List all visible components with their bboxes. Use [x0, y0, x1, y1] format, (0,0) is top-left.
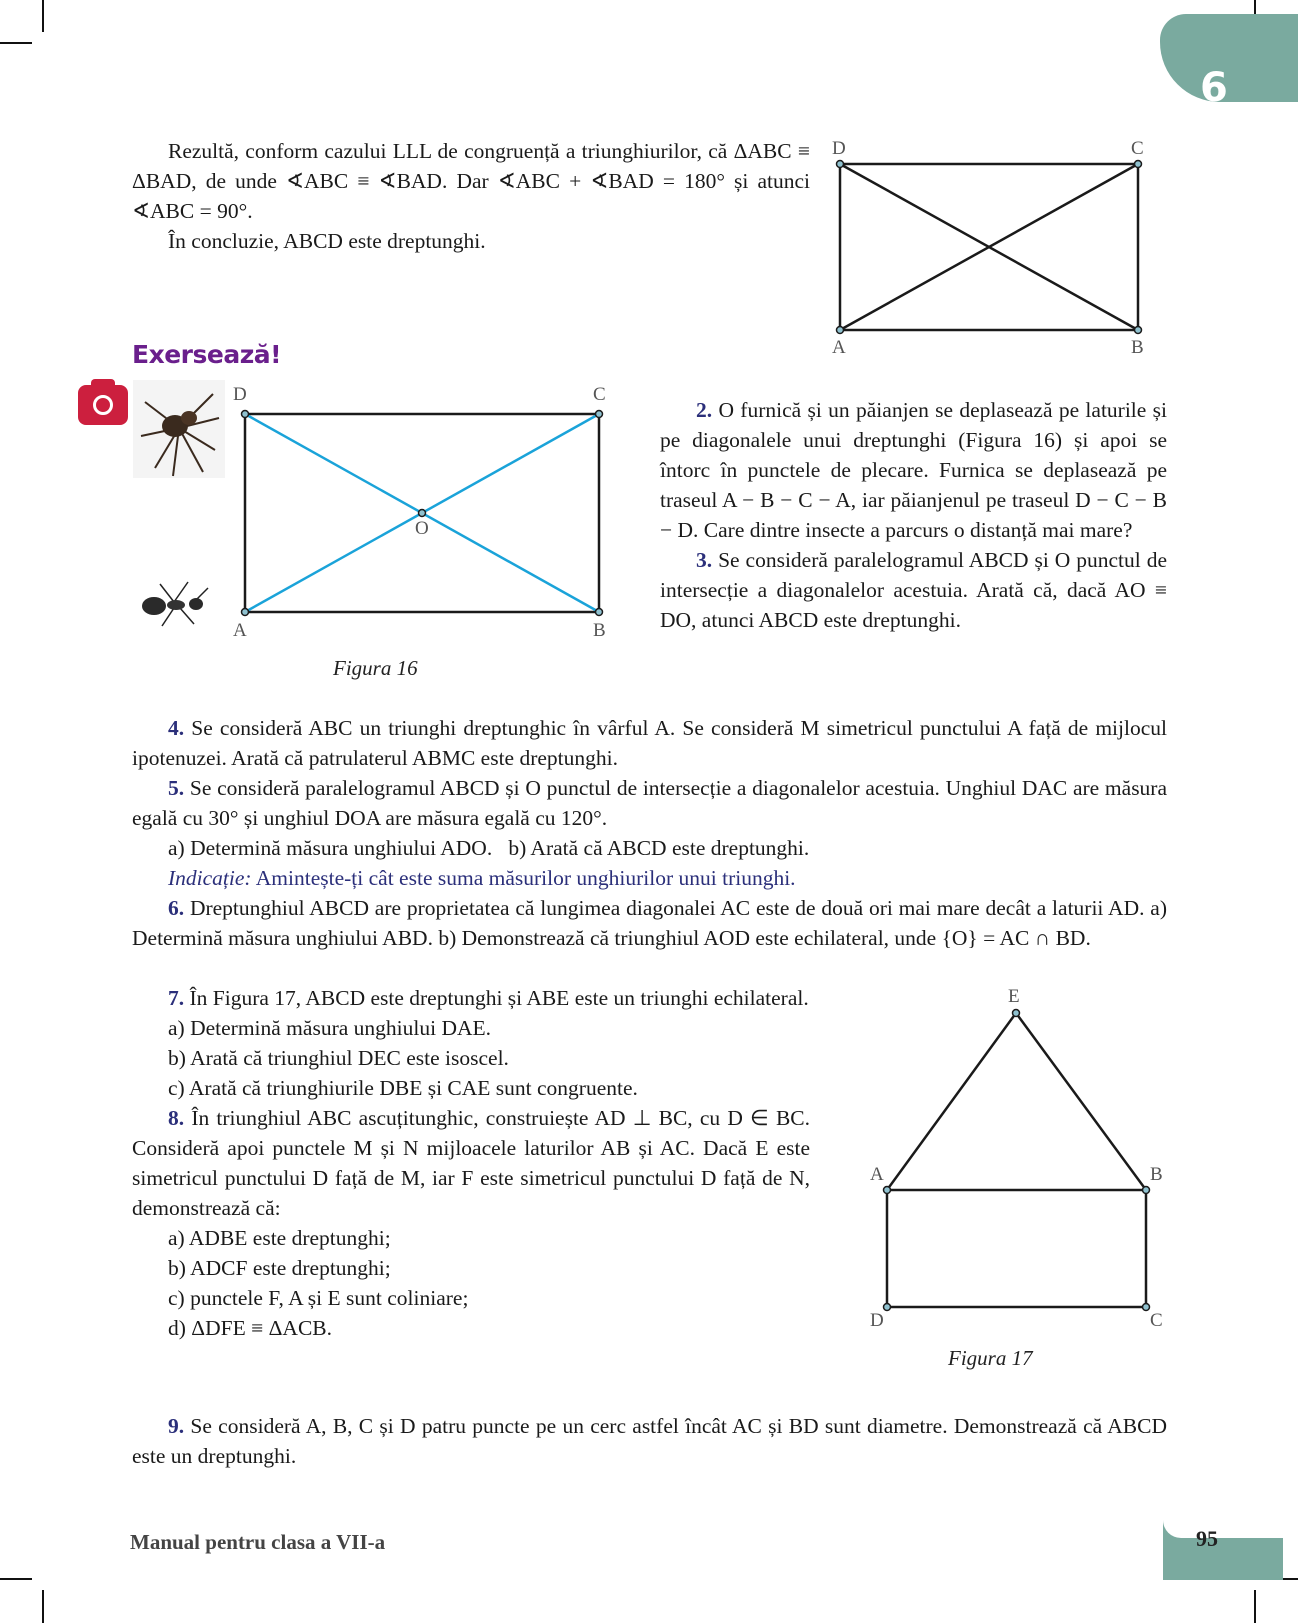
exercise-text: Se consideră paralelogramul ABCD și O punctul de intersecție a diagonalelor acestuia. Arată că, dacă AO ≡ DO, atunci ABCD este dreptunghi.	[660, 548, 1168, 632]
exercise-number: 6.	[168, 896, 185, 920]
exercise-number: 9.	[168, 1414, 185, 1438]
figure-rectangle-diagonals	[830, 140, 1160, 360]
vertex-label-d: D	[832, 138, 846, 159]
exercise-text: Se consideră paralelogramul ABCD și O punctul de intersecție a diagonalelor acestuia. Unghiul DAC are măsura egală cu 30° și unghiul DOA are măsura egală cu 120°.	[132, 776, 1168, 830]
exercise-number: 2.	[696, 398, 713, 422]
exercise-8-item-d: d) ΔDFE ≡ ΔACB.	[168, 1316, 333, 1340]
crop-mark	[0, 1578, 32, 1580]
exercise-text: Dreptunghiul ABCD are proprietatea că lungimea diagonalei AC este de două ori mai mare decât a laturii AD. a) Determină măsura unghiului ABD. b) Demonstrează că triunghiul AOD este echilateral, unde {O} = AC ∩ BD.	[132, 896, 1167, 950]
figure-17	[880, 1010, 1160, 1320]
exercise-text: O furnică și un păianjen se deplasează pe laturile și pe diagonalele unui dreptunghi (Figura 16) și apoi se întorc în punctele de plecare. Furnica se deplasează pe traseul A − B − C − A, iar păianjenul pe traseul D − C − B − D. Care dintre insecte a parcurs o distanță mai mare?	[660, 398, 1167, 542]
exercise-7-item-c: c) Arată că triunghiurile DBE și CAE sunt congruente.	[168, 1076, 638, 1100]
crop-mark	[1254, 1590, 1256, 1623]
exercise-number: 5.	[168, 776, 185, 800]
fig17-label-b: B	[1150, 1164, 1163, 1185]
crop-mark	[42, 0, 44, 32]
vertex-label-b: B	[1131, 337, 1144, 358]
page-tab	[1163, 1520, 1283, 1580]
fig17-label-c: C	[1150, 1310, 1163, 1331]
fig17-label-e: E	[1008, 986, 1020, 1007]
intro-conclusion: În concluzie, ABCD este dreptunghi.	[168, 229, 486, 253]
vertex-label-a: A	[832, 337, 846, 358]
fig17-label-a: A	[870, 1164, 884, 1185]
intro-paragraph	[132, 136, 810, 256]
vertex-label-c: C	[1131, 138, 1144, 159]
exercise-5-subitems: a) Determină măsura unghiului ADO. b) Arată că ABCD este dreptunghi.	[168, 836, 810, 860]
exercise-9	[132, 1411, 1167, 1471]
exercises-4-6	[132, 713, 1167, 953]
fig16-label-o: O	[415, 518, 429, 539]
intro-text: Rezultă, conform cazului LLL de congruență a triunghiurilor, că ΔABC ≡ ΔBAD, de unde ∢ABC ≡ ∢BAD. Dar ∢ABC + ∢BAD = 180° și atunci ∢ABC = 90°.	[132, 139, 810, 223]
fig16-label-a: A	[233, 620, 247, 641]
hint-label: Indicație:	[168, 866, 252, 890]
page-number: 95	[1196, 1526, 1218, 1551]
chapter-tab	[1160, 14, 1298, 111]
exercise-7-item-b: b) Arată că triunghiul DEC este isoscel.	[168, 1046, 509, 1070]
exercise-8-item-c: c) punctele F, A și E sunt coliniare;	[168, 1286, 469, 1310]
ant-image	[140, 578, 212, 630]
figure-16-caption: Figura 16	[333, 656, 418, 680]
fig17-label-d: D	[870, 1310, 884, 1331]
footer-title: Manual pentru clasa a VII-a	[130, 1530, 386, 1554]
exercises-7-8	[132, 983, 810, 1343]
exercise-number: 8.	[168, 1106, 185, 1130]
exercise-number: 7.	[168, 986, 185, 1010]
figure-16	[235, 405, 605, 615]
spider-image	[133, 380, 225, 478]
exercise-number: 4.	[168, 716, 185, 740]
exercise-2	[660, 395, 1167, 635]
exercise-text: În Figura 17, ABCD este dreptunghi și ABE este un triunghi echilateral.	[189, 986, 809, 1010]
fig16-label-d: D	[233, 384, 247, 405]
hint-text: Amintește-ți cât este suma măsurilor unghiurilor unui triunghi.	[251, 866, 796, 890]
exercise-number: 3.	[696, 548, 713, 572]
crop-mark	[0, 42, 32, 44]
exercise-text: Se consideră A, B, C și D patru puncte pe un cerc astfel încât AC și BD sunt diametre. Demonstrează că ABCD este un dreptunghi.	[132, 1414, 1167, 1468]
fig16-label-b: B	[593, 620, 606, 641]
exercise-8-item-b: b) ADCF este dreptunghi;	[168, 1256, 391, 1280]
figure-17-caption: Figura 17	[948, 1346, 1033, 1370]
fig16-label-c: C	[593, 384, 606, 405]
exercise-text: În triunghiul ABC ascuțitunghic, construiește AD ⊥ BC, cu D ∈ BC. Consideră apoi punctele M și N mijloacele laturilor AB și AC. Dacă E este simetricul punctului D față de M, iar F este simetricul punctului D față de N, demonstrează că:	[132, 1106, 810, 1220]
chapter-number: 6	[1200, 65, 1228, 111]
exercise-text: Se consideră ABC un triunghi dreptunghic în vârful A. Se consideră M simetricul punctului A față de mijlocul ipotenuzei. Arată că patrulaterul ABMC este dreptunghi.	[132, 716, 1167, 770]
camera-icon[interactable]	[78, 385, 128, 425]
section-heading: Exersează!	[132, 340, 282, 369]
exercise-7-item-a: a) Determină măsura unghiului DAE.	[168, 1016, 492, 1040]
crop-mark	[42, 1590, 44, 1623]
exercise-8-item-a: a) ADBE este dreptunghi;	[168, 1226, 391, 1250]
